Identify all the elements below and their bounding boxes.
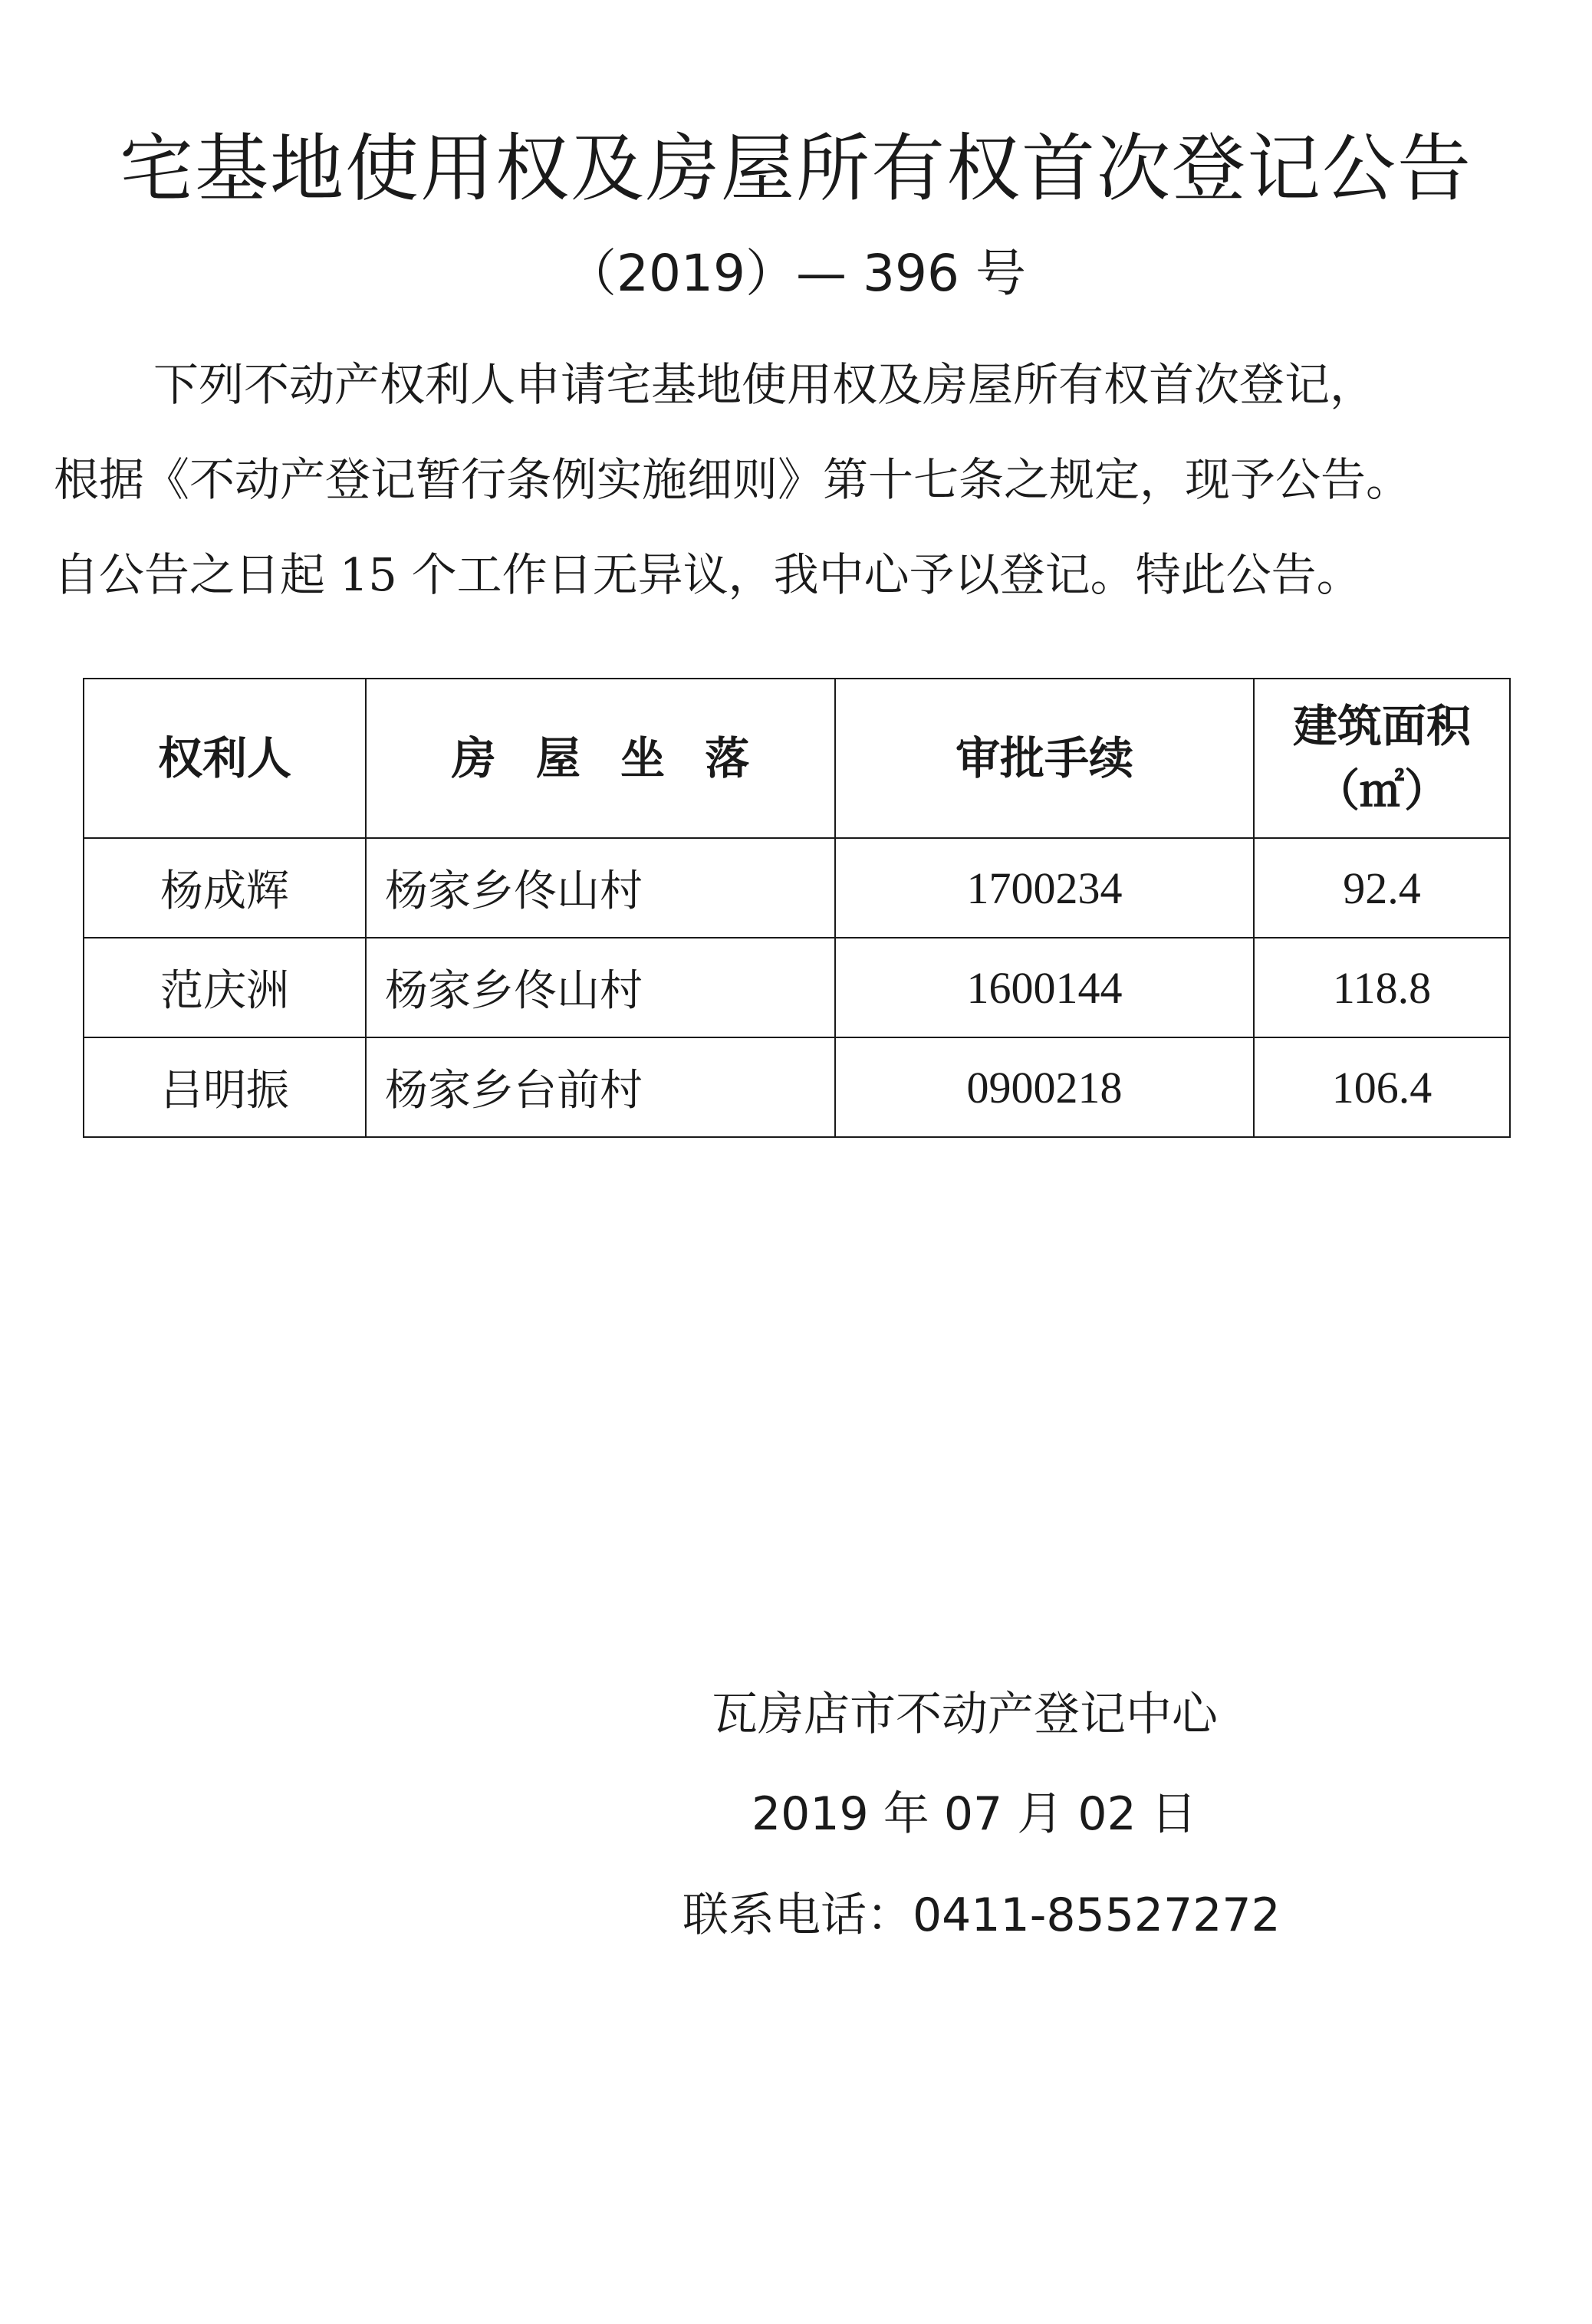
notice-title: 宅基地使用权及房屋所有权首次登记公告 [120,126,1472,212]
issuing-organization: 瓦房店市不动产登记中心 [712,1688,1218,1741]
header-location-label: 房屋坐落 [451,732,790,784]
table-row [84,938,1510,1037]
cell-approval: 0900218 [835,1037,1254,1137]
cell-owner: 范庆洲 [84,938,366,1037]
notice-number: （2019）— 396 号 [566,244,1026,303]
table-header-row [84,679,1510,838]
header-approval: 审批手续 [835,679,1254,838]
cell-owner: 杨成辉 [84,838,366,938]
header-area-label: 建筑面积 [1292,700,1471,752]
notice-body-line-3: 自公告之日起 15 个工作日无异议，我中心予以登记。特此公告。 [54,548,1362,601]
notice-body-line-2: 根据《不动产登记暂行条例实施细则》第十七条之规定，现予公告。 [54,453,1412,506]
cell-location: 杨家乡佟山村 [366,838,835,938]
cell-area: 106.4 [1254,1037,1510,1137]
cell-approval: 1700234 [835,838,1254,938]
registration-table [83,678,1511,1138]
table-row [84,1037,1510,1137]
cell-area: 92.4 [1254,838,1510,938]
table-row [84,838,1510,938]
notice-body-line-1: 下列不动产权利人申请宅基地使用权及房屋所有权首次登记， [153,358,1376,411]
cell-owner: 吕明振 [84,1037,366,1137]
header-area [1254,679,1510,838]
cell-approval: 1600144 [835,938,1254,1037]
header-location [366,679,835,838]
cell-area: 118.8 [1254,938,1510,1037]
header-owner: 权利人 [84,679,366,838]
cell-location: 杨家乡佟山村 [366,938,835,1037]
header-area-unit: （㎡） [1314,764,1449,817]
issue-date: 2019 年 07 月 02 日 [752,1787,1197,1841]
contact-phone: 联系电话：0411-85527272 [683,1888,1281,1942]
cell-location: 杨家乡台前村 [366,1037,835,1137]
